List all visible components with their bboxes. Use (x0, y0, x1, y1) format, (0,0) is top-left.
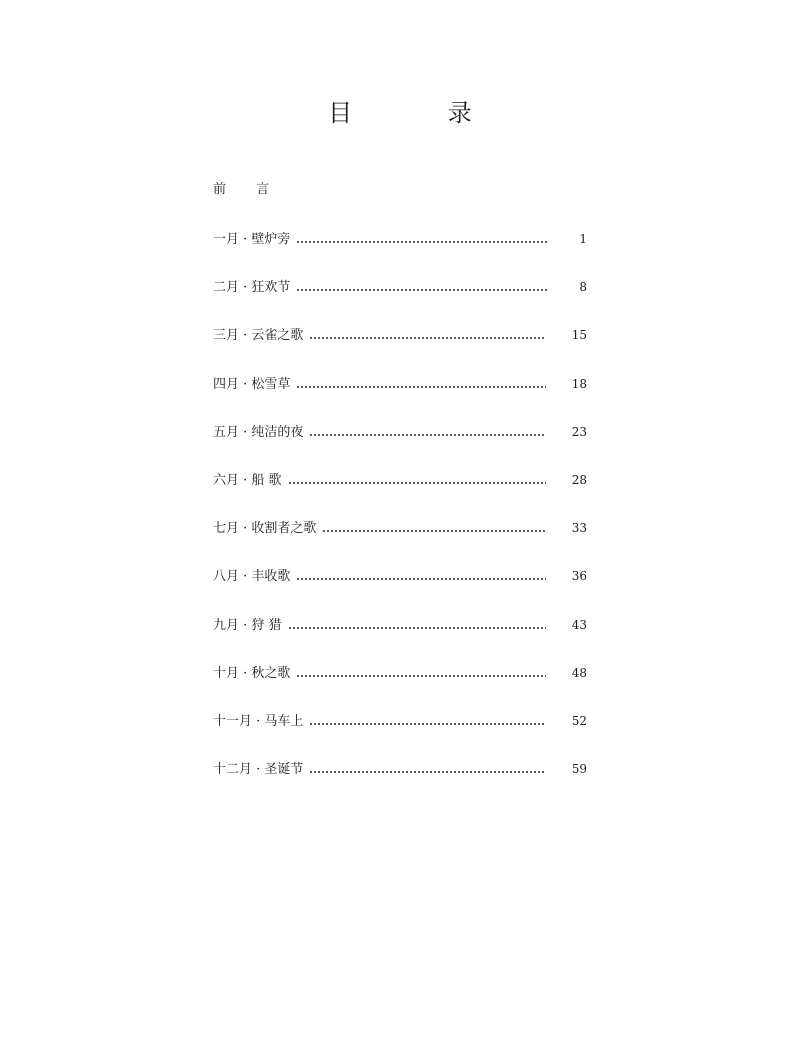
toc-page-number: 18 (571, 376, 587, 391)
toc-entry-title: 四月 · 松雪草 (213, 376, 291, 392)
toc-entry-preface[interactable]: 前 言 (213, 182, 283, 197)
toc-page-number: 52 (571, 713, 587, 728)
dot-leader (296, 386, 545, 388)
dot-leader (288, 627, 546, 629)
toc-page-number: 8 (579, 280, 587, 295)
table-of-contents (213, 229, 587, 807)
toc-page-number: 48 (571, 665, 587, 680)
toc-entry-title: 十二月 · 圣诞节 (213, 762, 304, 778)
toc-page-number: 15 (571, 328, 587, 343)
toc-entry[interactable] (213, 374, 587, 394)
toc-page-number: 36 (571, 569, 587, 584)
dot-leader (322, 530, 545, 532)
toc-entry[interactable] (213, 663, 587, 683)
toc-entry-title: 九月 · 狩 猎 (213, 617, 282, 633)
toc-page-number: 28 (571, 472, 587, 487)
toc-entry-title: 十月 · 秋之歌 (213, 665, 291, 681)
page-title: 目 录 (328, 99, 516, 127)
toc-entry-title: 三月 · 云雀之歌 (213, 328, 304, 344)
toc-page-number: 33 (571, 521, 587, 536)
toc-entry[interactable] (213, 470, 587, 490)
dot-leader (309, 434, 545, 436)
dot-leader (296, 289, 547, 291)
toc-entry-title: 一月 · 壁炉旁 (213, 232, 291, 247)
toc-page-number: 1 (579, 232, 587, 246)
toc-entry-title: 十一月 · 马车上 (213, 713, 304, 729)
toc-entry-title: 八月 · 丰收歌 (213, 569, 291, 585)
toc-entry[interactable] (213, 422, 587, 442)
toc-entry[interactable] (213, 615, 587, 635)
toc-page-number: 43 (571, 617, 587, 632)
toc-page-number: 59 (571, 762, 587, 777)
toc-entry[interactable] (213, 566, 587, 586)
dot-leader (309, 337, 545, 339)
dot-leader (309, 723, 545, 725)
dot-leader (296, 578, 545, 580)
toc-entry-title: 二月 · 狂欢节 (213, 280, 291, 296)
toc-entry[interactable] (213, 325, 587, 345)
toc-entry-title: 六月 · 船 歌 (213, 472, 282, 488)
dot-leader (309, 771, 545, 773)
dot-leader (288, 482, 546, 484)
toc-entry-title: 五月 · 纯洁的夜 (213, 424, 304, 440)
toc-entry[interactable] (213, 229, 587, 249)
toc-page-number: 23 (571, 424, 587, 439)
toc-entry[interactable] (213, 518, 587, 538)
dot-leader (296, 241, 547, 243)
toc-entry-title: 七月 · 收割者之歌 (213, 521, 317, 537)
dot-leader (296, 675, 545, 677)
toc-entry[interactable] (213, 759, 587, 779)
toc-entry[interactable] (213, 711, 587, 731)
toc-entry[interactable] (213, 277, 587, 297)
